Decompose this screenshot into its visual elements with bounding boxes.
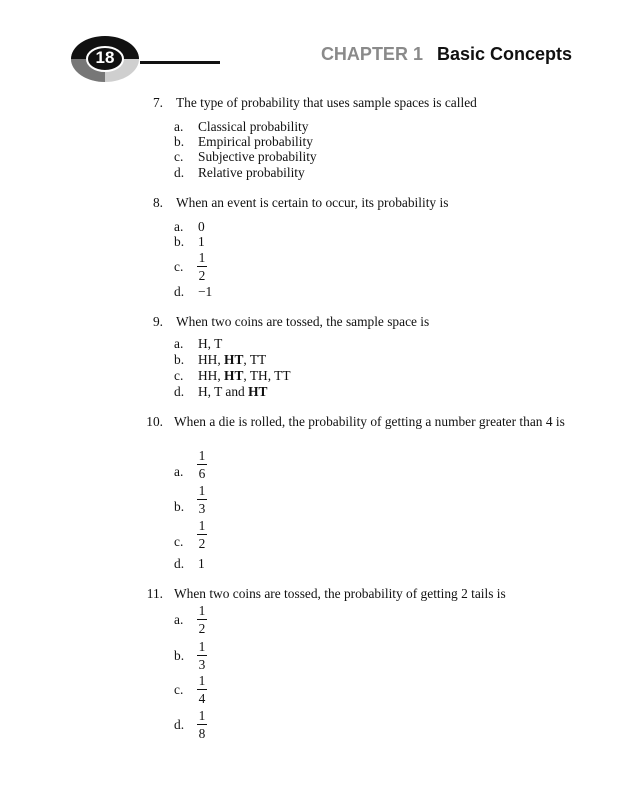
question-text: When two coins are tossed, the sample space is xyxy=(176,314,430,329)
option-letter: b. xyxy=(174,234,185,249)
option-letter: c. xyxy=(174,534,184,549)
option-text: Subjective probability xyxy=(198,149,317,164)
option-text: H, T xyxy=(198,336,223,351)
fraction-denominator: 8 xyxy=(198,726,206,741)
header-rule xyxy=(140,61,220,64)
option-letter: a. xyxy=(174,612,184,627)
fraction-bar xyxy=(197,499,207,500)
fraction xyxy=(196,603,208,636)
question-number: 11. xyxy=(146,586,163,601)
option-letter: b. xyxy=(174,352,185,367)
option-letter: d. xyxy=(174,556,185,571)
fraction xyxy=(196,448,208,481)
fraction-denominator: 2 xyxy=(198,536,206,551)
fraction-numerator: 1 xyxy=(198,483,206,498)
fraction-numerator: 1 xyxy=(198,673,206,688)
option-letter: c. xyxy=(174,368,184,383)
fraction-bar xyxy=(197,534,207,535)
option-text: 1 xyxy=(198,556,205,571)
option-letter: c. xyxy=(174,259,184,274)
option-text: 0 xyxy=(198,219,205,234)
fraction xyxy=(196,250,208,283)
fraction-numerator: 1 xyxy=(198,448,206,463)
question-text: The type of probability that uses sample spaces is called xyxy=(176,95,477,110)
chapter-label: CHAPTER 1 xyxy=(320,44,423,64)
chapter-title: Basic Concepts xyxy=(436,44,572,64)
fraction xyxy=(196,483,208,516)
option-text: Classical probability xyxy=(198,119,309,134)
option-letter: a. xyxy=(174,464,184,479)
fraction xyxy=(196,708,208,741)
fraction-bar xyxy=(197,689,207,690)
fraction-denominator: 3 xyxy=(198,501,206,516)
question-number: 10. xyxy=(146,414,163,429)
fraction-denominator: 2 xyxy=(198,621,206,636)
fraction xyxy=(196,639,208,672)
question-number: 7. xyxy=(152,95,163,110)
page-number: 18 xyxy=(95,48,115,67)
option-text: H, T and HT xyxy=(198,384,268,399)
option-text: −1 xyxy=(198,284,213,299)
option-letter: c. xyxy=(174,682,184,697)
chapter-heading xyxy=(321,44,572,65)
question-text: When an event is certain to occur, its probability is xyxy=(176,195,449,210)
option-text: HH, HT, TT xyxy=(198,352,267,367)
option-letter: b. xyxy=(174,648,185,663)
fraction-bar xyxy=(197,464,207,465)
fraction-denominator: 6 xyxy=(198,466,206,481)
question-text: When a die is rolled, the probability of getting a number greater than 4 is xyxy=(174,414,565,429)
fraction xyxy=(196,673,208,706)
fraction-bar xyxy=(197,724,207,725)
fraction-bar xyxy=(197,655,207,656)
fraction-numerator: 1 xyxy=(198,639,206,654)
option-text: HH, HT, TH, TT xyxy=(198,368,291,383)
fraction-bar xyxy=(197,266,207,267)
option-letter: d. xyxy=(174,165,185,180)
fraction-bar xyxy=(197,619,207,620)
option-letter: a. xyxy=(174,336,184,351)
option-letter: b. xyxy=(174,134,185,149)
question-number: 9. xyxy=(152,314,163,329)
fraction-denominator: 3 xyxy=(198,657,206,672)
fraction-numerator: 1 xyxy=(198,708,206,723)
question-number: 8. xyxy=(152,195,163,210)
option-letter: d. xyxy=(174,284,185,299)
option-letter: a. xyxy=(174,219,184,234)
fraction-denominator: 4 xyxy=(198,691,206,706)
option-text: 1 xyxy=(198,234,205,249)
fraction-numerator: 1 xyxy=(198,518,206,533)
option-text: Relative probability xyxy=(198,165,305,180)
page-header xyxy=(0,0,635,100)
option-letter: a. xyxy=(174,119,184,134)
option-text: Empirical probability xyxy=(198,134,313,149)
fraction-numerator: 1 xyxy=(198,250,206,265)
option-letter: c. xyxy=(174,149,184,164)
fraction xyxy=(196,518,208,551)
option-letter: d. xyxy=(174,384,185,399)
fraction-numerator: 1 xyxy=(198,603,206,618)
option-letter: d. xyxy=(174,717,185,732)
fraction-denominator: 2 xyxy=(198,268,206,283)
option-letter: b. xyxy=(174,499,185,514)
question-text: When two coins are tossed, the probability of getting 2 tails is xyxy=(174,586,506,601)
